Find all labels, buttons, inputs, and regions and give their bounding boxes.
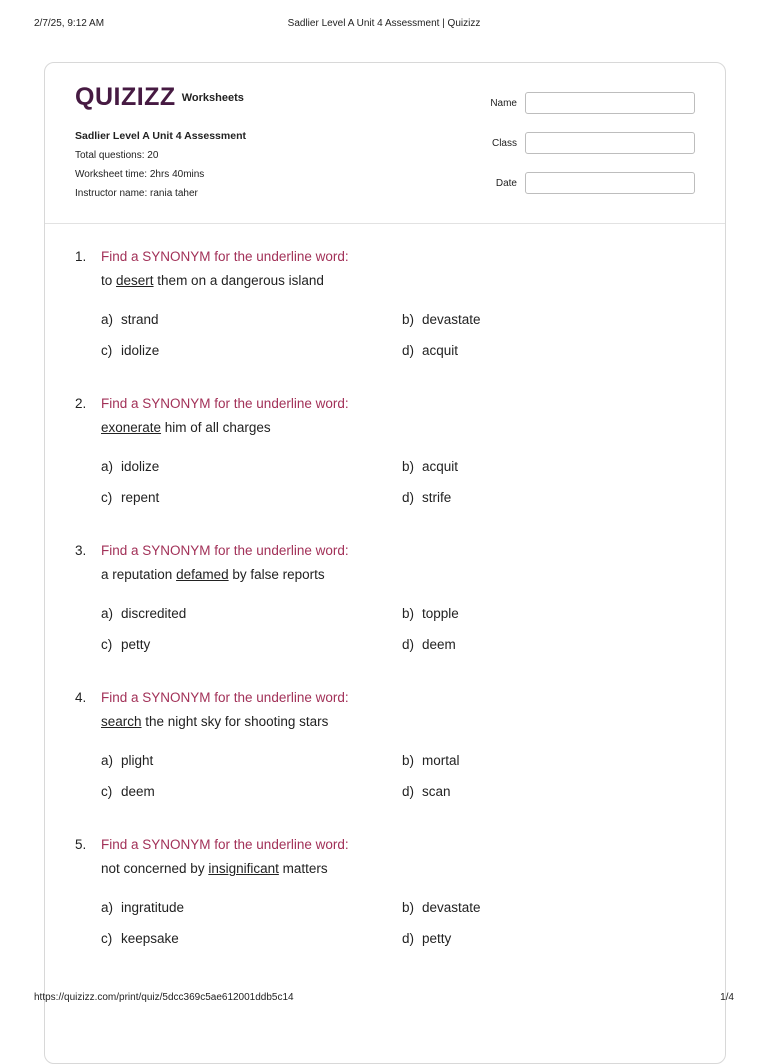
option-a[interactable] — [101, 753, 153, 768]
question-text — [101, 567, 325, 582]
option-letter: d) — [402, 637, 415, 652]
question-prompt: Find a SYNONYM for the underline word: — [101, 396, 349, 411]
date-field[interactable] — [525, 172, 695, 194]
question-prompt: Find a SYNONYM for the underline word: — [101, 543, 349, 558]
class-label: Class — [491, 138, 517, 149]
option-text: deem — [422, 637, 456, 652]
option-b[interactable] — [402, 312, 481, 327]
question-number: 1. — [75, 249, 87, 264]
question-2 — [75, 396, 695, 543]
question-prompt: Find a SYNONYM for the underline word: — [101, 690, 349, 705]
page-number: 1/4 — [720, 992, 734, 1003]
option-text: strand — [121, 312, 159, 327]
option-text: plight — [121, 753, 154, 768]
question-4 — [75, 690, 695, 837]
option-text: repent — [121, 490, 160, 505]
option-text: idolize — [121, 459, 160, 474]
class-field[interactable] — [525, 132, 695, 154]
underlined-word: insignificant — [208, 861, 279, 876]
option-a[interactable] — [101, 606, 186, 621]
worksheet-header — [45, 63, 725, 224]
question-5 — [75, 837, 695, 984]
quiz-meta — [75, 127, 246, 203]
question-text — [101, 861, 328, 876]
option-a[interactable] — [101, 459, 159, 474]
question-number: 4. — [75, 690, 87, 705]
option-c[interactable] — [101, 637, 150, 652]
print-doc-title: Sadlier Level A Unit 4 Assessment | Quizizz — [287, 18, 481, 29]
question-3 — [75, 543, 695, 690]
text-after: him of all charges — [161, 420, 271, 435]
option-letter: b) — [402, 606, 415, 621]
option-letter: a) — [101, 606, 114, 621]
quiz-title: Sadlier Level A Unit 4 Assessment — [75, 130, 246, 142]
option-text: deem — [121, 784, 155, 799]
class-field-row — [485, 132, 695, 156]
option-letter: b) — [402, 312, 415, 327]
date-label: Date — [495, 178, 517, 189]
underlined-word: defamed — [176, 567, 229, 582]
option-text: topple — [422, 606, 459, 621]
option-b[interactable] — [402, 606, 459, 621]
option-letter: c) — [101, 490, 113, 505]
option-a[interactable] — [101, 900, 184, 915]
option-letter: c) — [101, 931, 113, 946]
logo — [75, 85, 244, 110]
option-letter: d) — [402, 343, 415, 358]
quizizz-logo: QUIZIZZ — [75, 83, 176, 111]
question-prompt: Find a SYNONYM for the underline word: — [101, 249, 349, 264]
option-letter: c) — [101, 637, 113, 652]
option-letter: c) — [101, 343, 113, 358]
option-text: acquit — [422, 343, 459, 358]
instructor-name: Instructor name: rania taher — [75, 188, 198, 199]
option-b[interactable] — [402, 459, 458, 474]
option-d[interactable] — [402, 931, 451, 946]
option-d[interactable] — [402, 637, 456, 652]
worksheet-time: Worksheet time: 2hrs 40mins — [75, 169, 205, 180]
option-letter: a) — [101, 459, 114, 474]
underlined-word: exonerate — [101, 420, 162, 435]
option-b[interactable] — [402, 900, 481, 915]
option-letter: b) — [402, 900, 415, 915]
option-letter: b) — [402, 753, 415, 768]
option-b[interactable] — [402, 753, 460, 768]
option-text: ingratitude — [121, 900, 185, 915]
option-letter: d) — [402, 490, 415, 505]
option-text: keepsake — [121, 931, 179, 946]
question-text — [101, 273, 324, 288]
question-number: 2. — [75, 396, 87, 411]
option-c[interactable] — [101, 931, 179, 946]
underlined-word: search — [101, 714, 142, 729]
text-after: by false reports — [228, 567, 325, 582]
question-list — [75, 249, 695, 984]
text-after: them on a dangerous island — [153, 273, 324, 288]
logo-subtitle: Worksheets — [181, 91, 244, 104]
option-d[interactable] — [402, 784, 451, 799]
question-text — [101, 420, 271, 435]
name-field-row — [485, 92, 695, 116]
option-letter: d) — [402, 784, 415, 799]
question-1 — [75, 249, 695, 396]
option-text: acquit — [422, 459, 459, 474]
print-date: 2/7/25, 9:12 AM — [34, 18, 105, 29]
option-text: devastate — [422, 312, 481, 327]
question-text — [101, 714, 328, 729]
option-c[interactable] — [101, 784, 155, 799]
print-url: https://quizizz.com/print/quiz/5dcc369c5ae612001ddb5c14 — [34, 992, 294, 1003]
option-text: devastate — [422, 900, 481, 915]
print-header — [0, 18, 768, 32]
option-text: petty — [422, 931, 452, 946]
underlined-word: desert — [116, 273, 154, 288]
option-d[interactable] — [402, 343, 458, 358]
option-text: scan — [422, 784, 451, 799]
option-text: idolize — [121, 343, 160, 358]
option-letter: d) — [402, 931, 415, 946]
option-letter: c) — [101, 784, 113, 799]
worksheet-card — [44, 62, 726, 1064]
option-letter: a) — [101, 312, 114, 327]
text-after: matters — [278, 861, 328, 876]
date-field-row — [485, 172, 695, 196]
text-after: the night sky for shooting stars — [141, 714, 329, 729]
option-text: strife — [422, 490, 452, 505]
option-text: mortal — [422, 753, 460, 768]
name-label: Name — [490, 98, 517, 109]
option-a[interactable] — [101, 312, 159, 327]
option-d[interactable] — [402, 490, 451, 505]
question-number: 5. — [75, 837, 87, 852]
option-letter: a) — [101, 900, 114, 915]
text-before: to — [101, 273, 117, 288]
text-before: not concerned by — [101, 861, 209, 876]
option-letter: b) — [402, 459, 415, 474]
option-c[interactable] — [101, 343, 159, 358]
option-text: discredited — [121, 606, 187, 621]
name-field[interactable] — [525, 92, 695, 114]
question-prompt: Find a SYNONYM for the underline word: — [101, 837, 349, 852]
option-letter: a) — [101, 753, 114, 768]
text-before: a reputation — [101, 567, 177, 582]
question-number: 3. — [75, 543, 87, 558]
option-text: petty — [121, 637, 151, 652]
print-footer — [0, 992, 768, 1006]
total-questions: Total questions: 20 — [75, 150, 159, 161]
option-c[interactable] — [101, 490, 159, 505]
